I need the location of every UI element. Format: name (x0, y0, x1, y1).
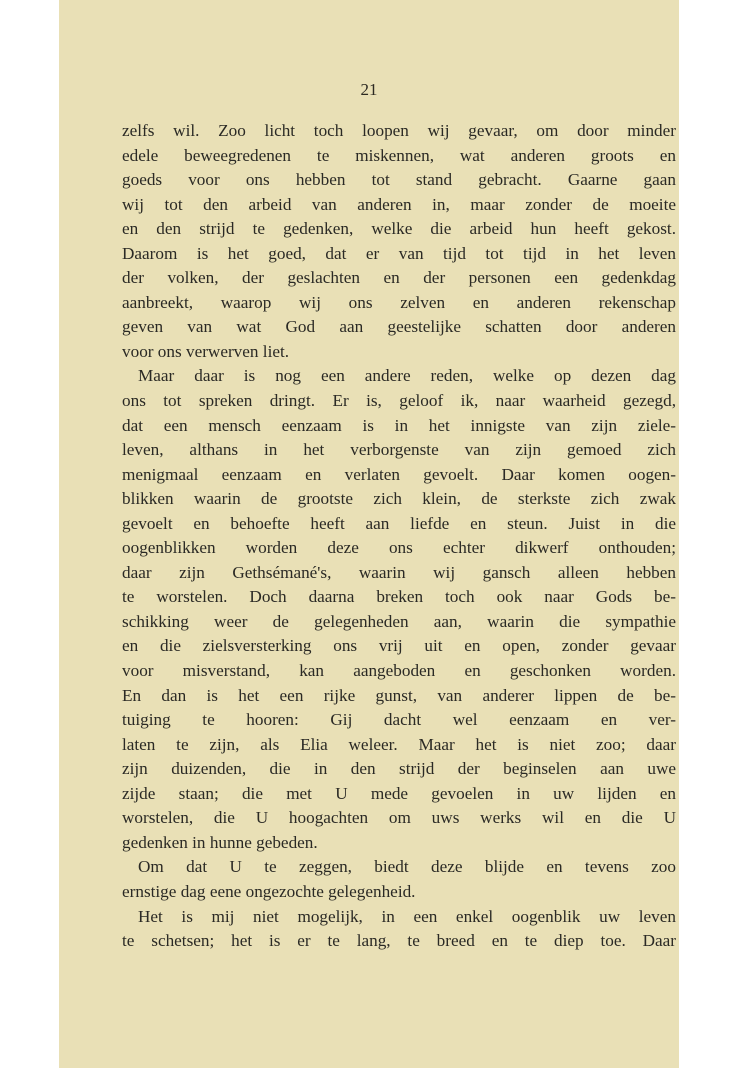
paragraph (122, 119, 676, 364)
text-line: En dan is het een rijke gunst, van anderer lippen de be- (122, 685, 676, 705)
text-line: zelfs wil. Zoo licht toch loopen wij gevaar, om door minder (122, 121, 676, 140)
text-line: wij tot den arbeid van anderen in, maar zonder de moeite (122, 194, 676, 214)
text-line: goeds voor ons hebben tot stand gebracht. Gaarne gaan (122, 170, 676, 190)
text-line: Om dat U te zeggen, biedt deze blijde en tevens zoo (138, 857, 676, 877)
text-line: blikken waarin de grootste zich klein, de sterkste zich zwak (122, 489, 676, 509)
text-line: voor misverstand, kan aangeboden en geschonken worden. (122, 661, 676, 681)
text-line: aanbreekt, waarop wij ons zelven en anderen rekenschap (122, 292, 676, 312)
text-line: Maar daar is nog een andere reden, welke op dezen dag (138, 366, 676, 386)
text-line: dat een mensch eenzaam is in het innigste van zijn ziele- (122, 415, 676, 435)
text-line: en die zielsversterking ons vrij uit en open, zonder gevaar (122, 636, 676, 656)
text-line: te worstelen. Doch daarna breken toch ook naar Gods be- (122, 587, 676, 607)
text-line: oogenblikken worden deze ons echter dikwerf onthouden; (122, 538, 676, 558)
page-number: 21 (360, 80, 378, 99)
paragraph (122, 905, 676, 954)
text-line: Daarom is het goed, dat er van tijd tot tijd in het leven (122, 243, 676, 263)
text-line: worstelen, die U hoogachten om uws werks wil en die U (122, 808, 676, 828)
text-line: gevoelt en behoefte heeft aan liefde en steun. Juist in die (122, 513, 676, 533)
text-line: zijde staan; die met U mede gevoelen in uw lijden en (122, 783, 676, 803)
book-page (59, 0, 679, 1068)
text-line: tuiging te hooren: Gij dacht wel eenzaam en ver- (122, 710, 676, 730)
paragraph (122, 364, 676, 855)
text-line: leven, althans in het verborgenste van zijn gemoed zich (122, 440, 676, 460)
text-line: te schetsen; het is er te lang, te breed en te diep toe. Daar (122, 931, 676, 951)
text-line: zijn duizenden, die in den strijd der beginselen aan uwe (122, 759, 676, 779)
text-line: en den strijd te gedenken, welke die arbeid hun heeft gekost. (122, 219, 676, 239)
paragraph (122, 855, 676, 904)
text-line: daar zijn Gethsémané's, waarin wij gansch alleen hebben (122, 562, 676, 582)
text-line: laten te zijn, als Elia weleer. Maar het is niet zoo; daar (122, 734, 676, 754)
text-line: gedenken in hunne gebeden. (122, 832, 318, 852)
text-line: Het is mij niet mogelijk, in een enkel oogenblik uw leven (138, 906, 676, 926)
text-line: schikking weer de gelegenheden aan, waarin die sympathie (122, 611, 676, 631)
text-line: ernstige dag eene ongezochte gelegenheid. (122, 881, 416, 901)
text-line: ons tot spreken dringt. Er is, geloof ik, naar waarheid gezegd, (122, 391, 676, 411)
text-line: geven van wat God aan geestelijke schatten door anderen (122, 317, 676, 337)
text-line: edele beweegredenen te miskennen, wat anderen groots en (122, 145, 676, 165)
text-line: voor ons verwerven liet. (122, 341, 290, 361)
page-body-text (122, 119, 676, 954)
text-line: der volken, der geslachten en der personen een gedenkdag (122, 268, 676, 288)
text-line: menigmaal eenzaam en verlaten gevoelt. Daar komen oogen- (122, 464, 676, 484)
